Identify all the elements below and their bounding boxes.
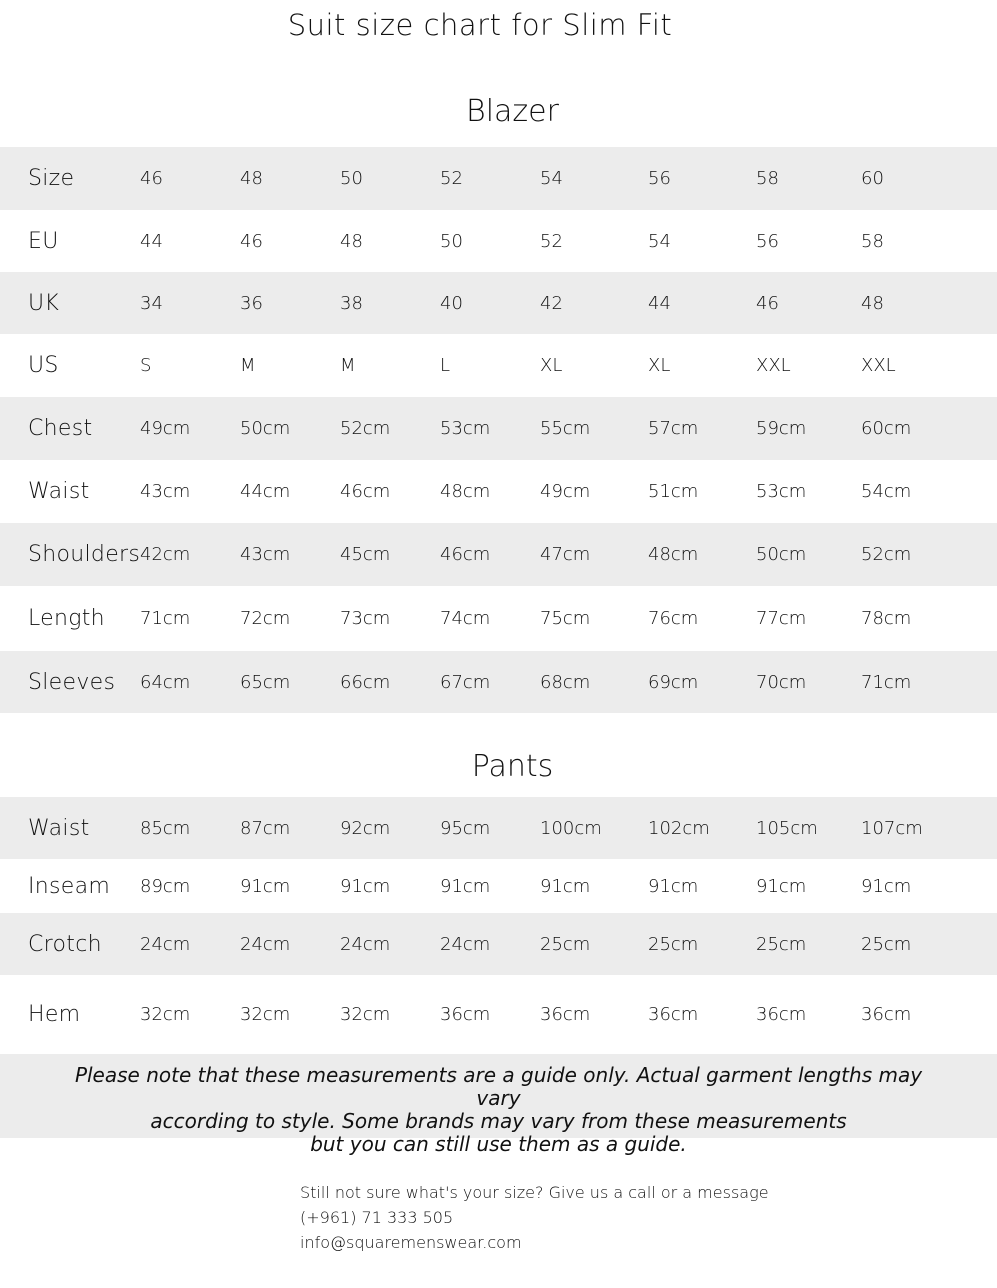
contact-info	[300, 1180, 769, 1255]
table-cell: 54	[540, 168, 563, 189]
table-cell: 47cm	[540, 544, 591, 565]
table-cell: 36cm	[440, 1004, 491, 1025]
table-cell: 32cm	[340, 1004, 391, 1025]
contact-phone[interactable]: (+961) 71 333 505	[300, 1208, 454, 1227]
table-cell: 44	[648, 292, 671, 314]
table-cell: 46	[140, 168, 163, 189]
contact-prompt: Still not sure what's your size? Give us a call or a message	[300, 1183, 769, 1202]
table-cell: 58	[861, 230, 884, 252]
table-cell: XXL	[756, 355, 791, 376]
table-cell: 64cm	[140, 671, 191, 693]
table-cell: 42	[540, 292, 563, 314]
blazer-row-length	[0, 586, 997, 651]
pants-section-title: Pants	[471, 749, 554, 784]
row-label: UK	[28, 290, 60, 316]
table-cell: 32cm	[140, 1004, 191, 1025]
row-label: Size	[28, 166, 75, 191]
table-cell: 25cm	[540, 933, 591, 955]
table-cell: 36cm	[540, 1004, 591, 1025]
blazer-section-title: Blazer	[466, 94, 559, 129]
row-cells	[140, 818, 997, 839]
pants-row-crotch	[0, 913, 997, 975]
table-cell: 48cm	[440, 481, 491, 502]
table-cell: 69cm	[648, 671, 699, 693]
table-cell: 48	[340, 230, 363, 252]
table-cell: 91cm	[648, 875, 699, 897]
table-cell: 71cm	[140, 608, 191, 629]
table-cell: 40	[440, 292, 463, 314]
table-cell: 36cm	[861, 1004, 912, 1025]
table-cell: 36	[240, 292, 263, 314]
table-cell: 25cm	[861, 933, 912, 955]
table-cell: 70cm	[756, 671, 807, 693]
row-label: Shoulders	[28, 542, 141, 567]
table-cell: 50	[340, 168, 363, 189]
table-cell: 50cm	[756, 544, 807, 565]
table-cell: 54cm	[861, 481, 912, 502]
table-cell: 107cm	[861, 817, 923, 839]
blazer-row-eu	[0, 210, 997, 272]
row-label: Crotch	[28, 931, 102, 957]
table-cell: 89cm	[140, 875, 191, 897]
row-label: EU	[28, 228, 59, 254]
blazer-row-us	[0, 334, 997, 397]
table-cell: 91cm	[756, 875, 807, 897]
row-cells	[140, 934, 997, 955]
table-cell: 91cm	[861, 875, 912, 897]
table-cell: 52cm	[861, 544, 912, 565]
row-cells	[140, 418, 997, 439]
row-cells	[140, 355, 997, 376]
table-cell: 100cm	[540, 817, 602, 839]
table-cell: 95cm	[440, 817, 491, 839]
table-cell: 44cm	[240, 481, 291, 502]
blazer-row-shoulders	[0, 523, 997, 586]
table-cell: 56	[756, 230, 779, 252]
table-cell: 66cm	[340, 671, 391, 693]
row-cells	[140, 168, 997, 189]
table-cell: 36cm	[756, 1004, 807, 1025]
row-label: Waist	[28, 815, 90, 841]
table-cell: 85cm	[140, 817, 191, 839]
table-cell: 58	[756, 168, 779, 189]
table-cell: 49cm	[140, 418, 191, 439]
table-cell: 87cm	[240, 817, 291, 839]
row-cells	[140, 481, 997, 502]
table-cell: 75cm	[540, 608, 591, 629]
row-cells	[140, 876, 997, 897]
table-cell: 52cm	[340, 418, 391, 439]
row-cells	[140, 672, 997, 693]
row-cells	[140, 608, 997, 629]
table-cell: 76cm	[648, 608, 699, 629]
page-title: Suit size chart for Slim Fit	[287, 8, 673, 42]
table-cell: 102cm	[648, 817, 710, 839]
table-cell: 32cm	[240, 1004, 291, 1025]
row-label: US	[28, 353, 59, 378]
table-cell: 68cm	[540, 671, 591, 693]
table-cell: S	[140, 355, 152, 376]
table-cell: 34	[140, 292, 163, 314]
table-cell: 91cm	[240, 875, 291, 897]
table-cell: 48	[861, 292, 884, 314]
row-label: Inseam	[28, 873, 111, 899]
table-cell: 91cm	[340, 875, 391, 897]
table-cell: 91cm	[440, 875, 491, 897]
pants-row-waist	[0, 797, 997, 859]
table-cell: 52	[440, 168, 463, 189]
blazer-row-uk	[0, 272, 997, 334]
table-cell: 50cm	[240, 418, 291, 439]
table-cell: 77cm	[756, 608, 807, 629]
blazer-row-chest	[0, 397, 997, 460]
table-cell: 53cm	[440, 418, 491, 439]
table-cell: M	[240, 355, 256, 376]
table-cell: 48cm	[648, 544, 699, 565]
table-cell: 73cm	[340, 608, 391, 629]
row-cells	[140, 293, 997, 314]
disclaimer-note	[0, 1054, 997, 1156]
table-cell: 46	[756, 292, 779, 314]
table-cell: 43cm	[240, 544, 291, 565]
table-cell: 55cm	[540, 418, 591, 439]
table-cell: 74cm	[440, 608, 491, 629]
table-cell: 25cm	[648, 933, 699, 955]
table-cell: 24cm	[140, 933, 191, 955]
table-cell: 53cm	[756, 481, 807, 502]
table-cell: 92cm	[340, 817, 391, 839]
row-cells	[140, 1004, 997, 1025]
pants-row-hem	[0, 975, 997, 1054]
table-cell: XL	[648, 355, 671, 376]
table-cell: 51cm	[648, 481, 699, 502]
table-cell: 52	[540, 230, 563, 252]
table-cell: 50	[440, 230, 463, 252]
table-cell: 24cm	[240, 933, 291, 955]
note-line-1: Please note that these measurements are a guide only. Actual garment lengths may vary	[74, 1063, 923, 1110]
table-cell: 38	[340, 292, 363, 314]
table-cell: 46cm	[340, 481, 391, 502]
table-cell: 105cm	[756, 817, 818, 839]
table-cell: 67cm	[440, 671, 491, 693]
table-cell: 57cm	[648, 418, 699, 439]
table-cell: 60cm	[861, 418, 912, 439]
table-cell: 49cm	[540, 481, 591, 502]
table-cell: 44	[140, 230, 163, 252]
table-cell: 24cm	[440, 933, 491, 955]
table-cell: 78cm	[861, 608, 912, 629]
row-label: Length	[28, 606, 105, 631]
table-cell: 43cm	[140, 481, 191, 502]
table-cell: M	[340, 355, 356, 376]
table-cell: 24cm	[340, 933, 391, 955]
row-label: Sleeves	[28, 669, 116, 695]
blazer-row-size	[0, 147, 997, 210]
table-cell: 56	[648, 168, 671, 189]
blazer-row-sleeves	[0, 651, 997, 713]
row-cells	[140, 231, 997, 252]
table-cell: XL	[540, 355, 563, 376]
row-label: Waist	[28, 479, 90, 504]
table-cell: 60	[861, 168, 884, 189]
contact-email[interactable]: info@squaremenswear.com	[300, 1233, 522, 1252]
blazer-row-waist	[0, 460, 997, 523]
table-cell: 25cm	[756, 933, 807, 955]
table-cell: 72cm	[240, 608, 291, 629]
table-cell: 71cm	[861, 671, 912, 693]
table-cell: 54	[648, 230, 671, 252]
table-cell: 42cm	[140, 544, 191, 565]
table-cell: 65cm	[240, 671, 291, 693]
note-line-2: according to style. Some brands may vary from these measurements	[150, 1109, 847, 1133]
row-label: Hem	[28, 1002, 81, 1027]
table-cell: 36cm	[648, 1004, 699, 1025]
table-cell: 46cm	[440, 544, 491, 565]
table-cell: 45cm	[340, 544, 391, 565]
row-label: Chest	[28, 416, 93, 441]
table-cell: XXL	[861, 355, 896, 376]
table-cell: L	[440, 355, 451, 376]
pants-row-inseam	[0, 859, 997, 913]
table-cell: 48	[240, 168, 263, 189]
row-cells	[140, 544, 997, 565]
table-cell: 59cm	[756, 418, 807, 439]
table-cell: 46	[240, 230, 263, 252]
note-line-3: but you can still use them as a guide.	[310, 1132, 687, 1156]
table-cell: 91cm	[540, 875, 591, 897]
